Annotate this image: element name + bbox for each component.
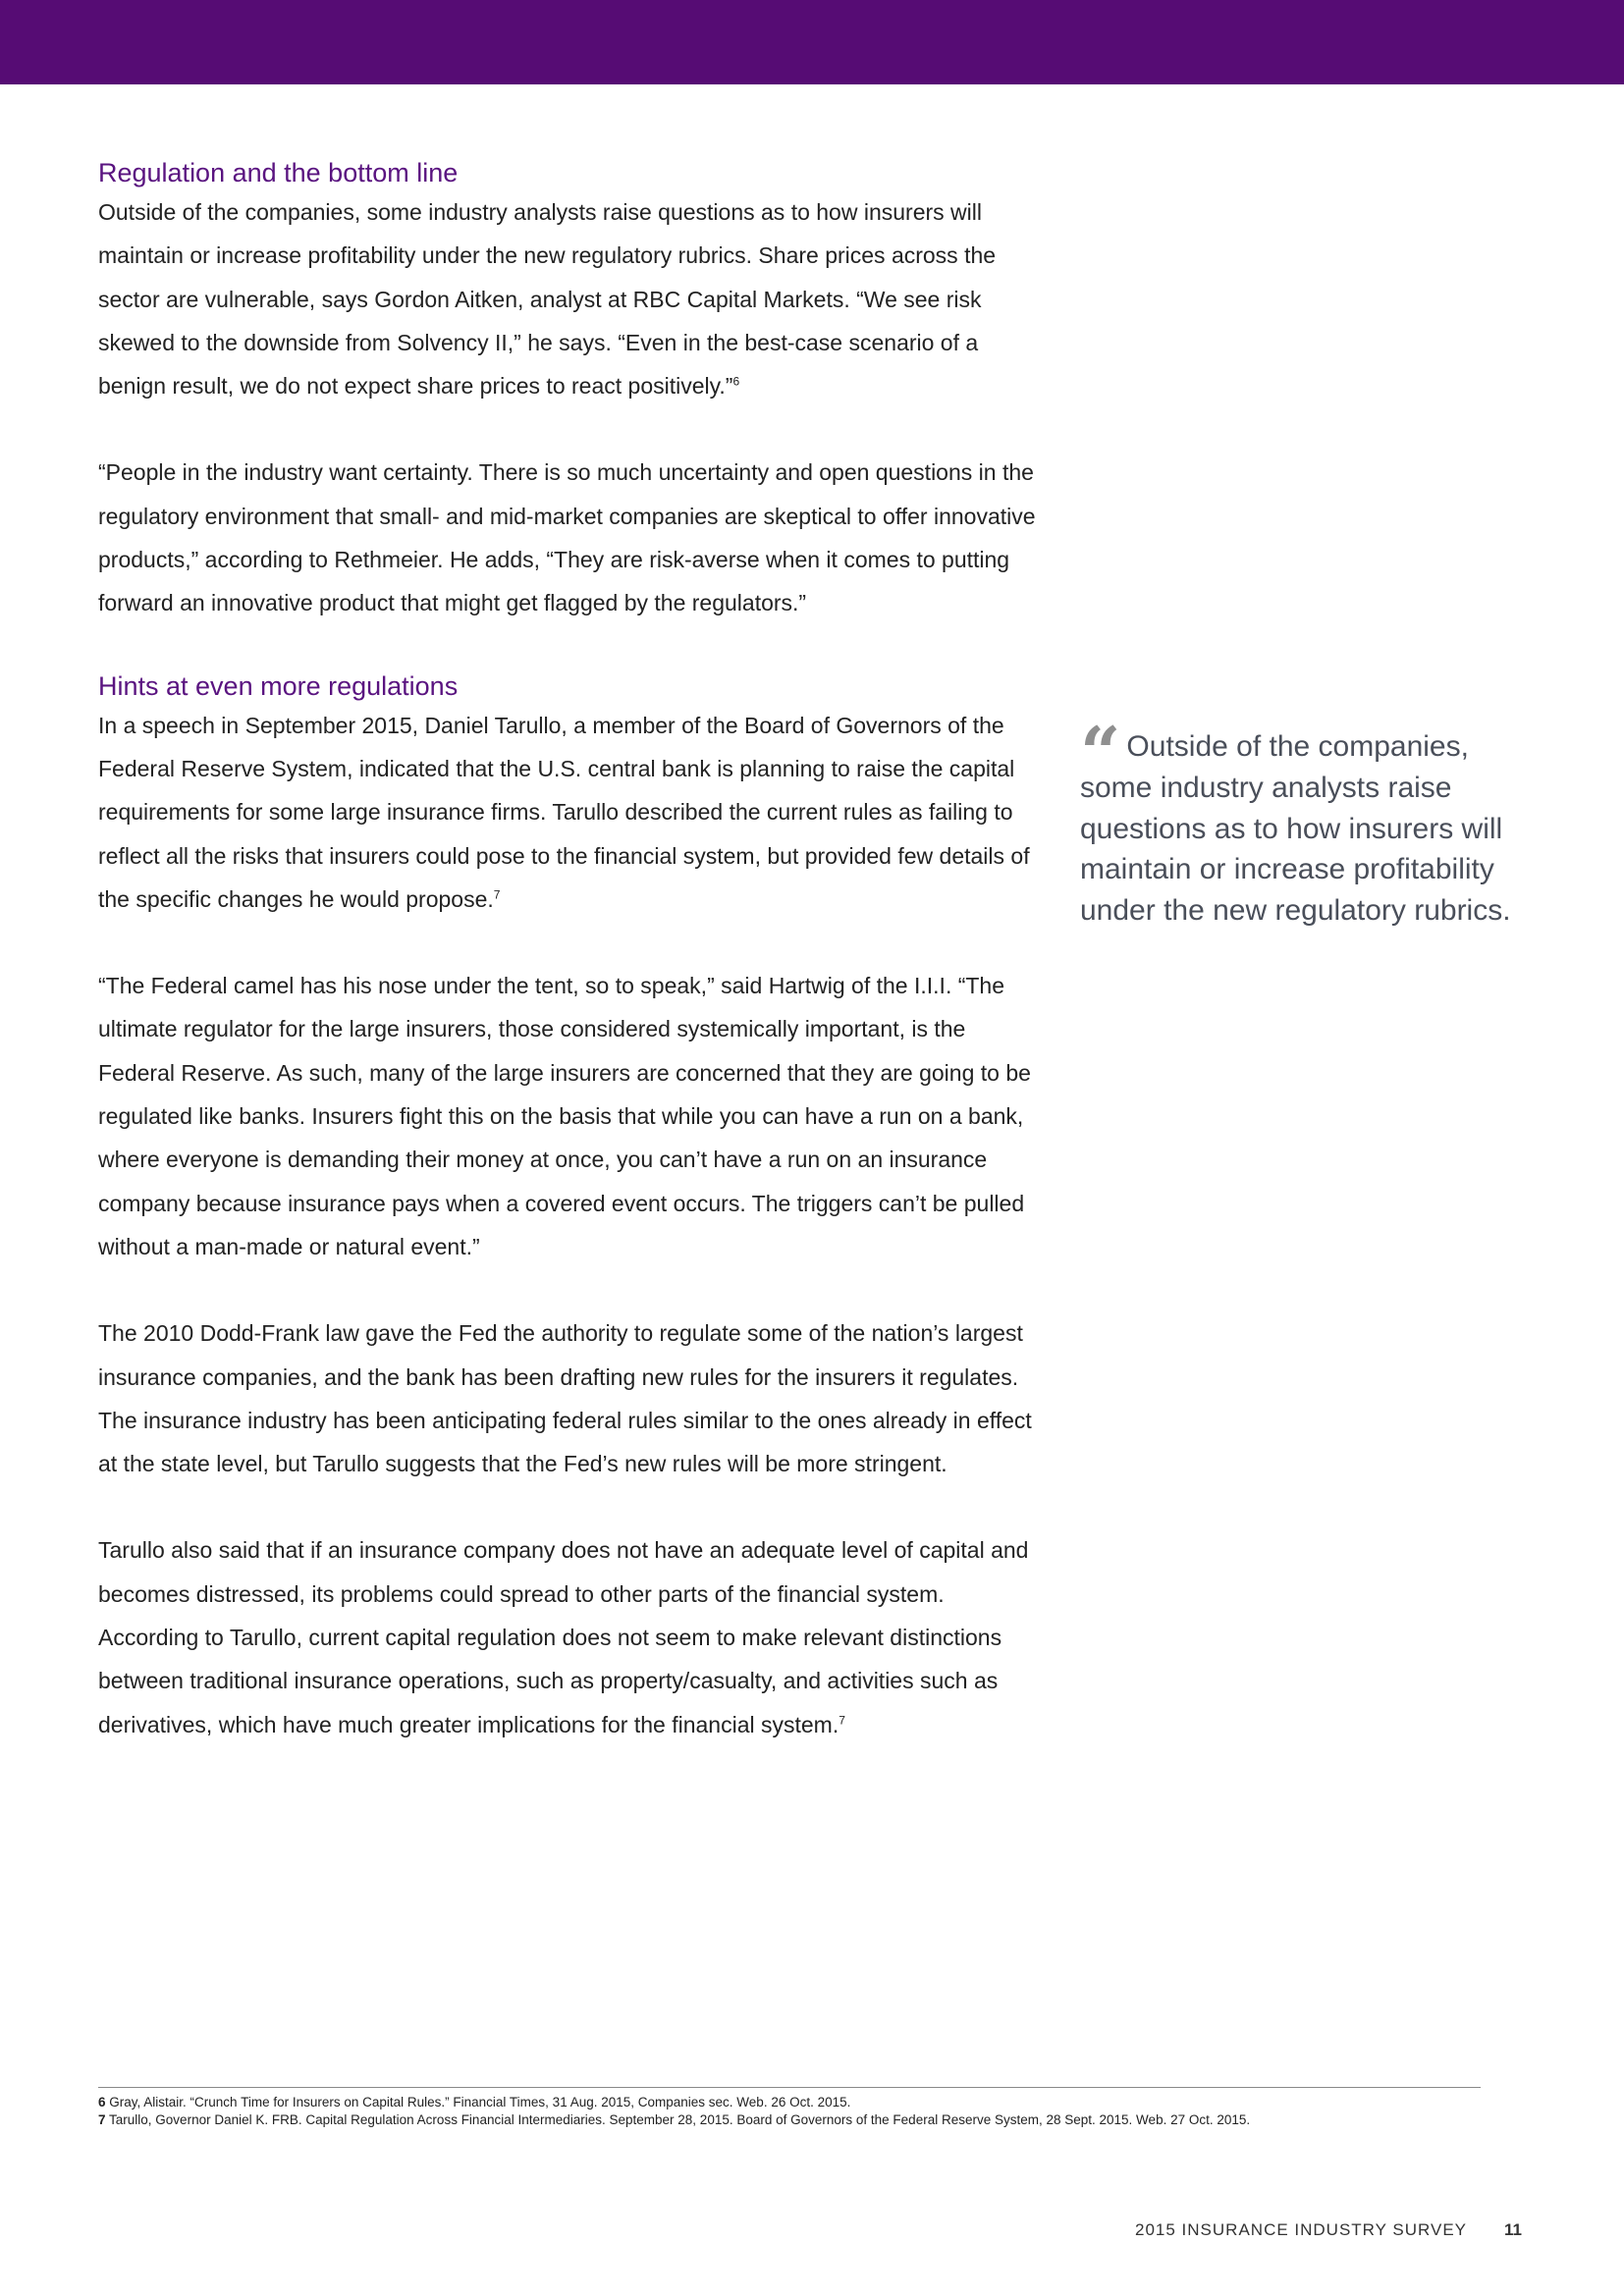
paragraph <box>98 190 1041 407</box>
paragraph <box>98 1311 1041 1485</box>
paragraph <box>98 704 1041 921</box>
footnote-6 <box>98 2094 1502 2111</box>
paragraph-text: In a speech in September 2015, Daniel Tarullo, a member of the Board of Governors of the Federal Reserve System, indicated that the U.S. central bank is planning to raise the capital requirements for some large insurance firms. Tarullo described the current rules as failing to reflect all the risks that insurers could pose to the financial system, but provided few details of the specific changes he would propose. <box>98 712 1030 912</box>
section-heading-bottom-line: Regulation and the bottom line <box>98 158 459 187</box>
paragraph <box>98 451 1041 624</box>
paragraph <box>98 964 1041 1268</box>
footnote-divider <box>98 2087 1481 2088</box>
footnote-7 <box>98 2111 1502 2129</box>
quote-mark-icon: “ <box>1080 711 1121 794</box>
pull-quote-text: Outside of the companies, some industry analysts raise questions as to how insurers will maintain or increase profitability under the new regulatory rubrics. <box>1080 730 1511 927</box>
paragraph-text: Outside of the companies, some industry analysts raise questions as to how insurers will maintain or increase profitability under the new regulatory rubrics. Share prices across the sector are vulnerable, says Gordon Aitken, analyst at RBC Capital Markets. “We see risk skewed to the downside from Solvency II,” he says. “Even in the best-case scenario of a benign result, we do not expect share prices to react positively.” <box>98 199 997 400</box>
page-footer <box>1031 2220 1522 2240</box>
page-number: 11 <box>1504 2220 1522 2239</box>
footnote-ref[interactable]: 6 <box>732 374 740 389</box>
pull-quote <box>1080 711 1532 931</box>
footnote-text: Tarullo, Governor Daniel K. FRB. Capital Regulation Across Financial Intermediaries. September 28, 2015. Board of Governors of the Federal Reserve System, 28 Sept. 2015. Web. 27 Oct. 2015. <box>109 2112 1251 2127</box>
paragraph-text: “The Federal camel has his nose under the tent, so to speak,” said Hartwig of the I.I.I. “The ultimate regulator for the large insurers, those considered systemically important, is the Federal Reserve. As such, many of the large insurers are concerned that they are going to be regulated like banks. Insurers fight this on the basis that while you can have a run on a bank, where everyone is demanding their money at once, you can’t have a run on an insurance company because insurance pays when a covered event occurs. The triggers can’t be pulled without a man-made or natural event.” <box>98 973 1031 1259</box>
main-column <box>98 155 1041 1789</box>
footnote-number: 7 <box>98 2112 106 2127</box>
footnote-ref[interactable]: 7 <box>839 1712 845 1727</box>
section-heading-more-regulations: Hints at even more regulations <box>98 670 459 701</box>
paragraph <box>98 1528 1041 1745</box>
publication-title: 2015 INSURANCE INDUSTRY SURVEY <box>1135 2220 1468 2239</box>
footnote-text: Gray, Alistair. “Crunch Time for Insurers on Capital Rules.” Financial Times, 31 Aug. 2015, Companies sec. Web. 26 Oct. 2015. <box>109 2095 851 2109</box>
paragraph-text: Tarullo also said that if an insurance company does not have an adequate level of capital and becomes distressed, its problems could spread to other parts of the financial system. According to Tarullo, current capital regulation does not seem to make relevant distinctions between traditional insurance operations, such as property/casualty, and activities such as derivatives, which have much greater implications for the financial system. <box>98 1537 1029 1737</box>
paragraph-text: The 2010 Dodd-Frank law gave the Fed the authority to regulate some of the nation’s largest insurance companies, and the bank has been drafting new rules for the insurers it regulates. The insurance industry has been anticipating federal rules similar to the ones already in effect at the state level, but Tarullo suggests that the Fed’s new rules will be more stringent. <box>98 1320 1032 1477</box>
footnote-number: 6 <box>98 2095 106 2109</box>
header-bar <box>0 0 1624 84</box>
footnotes <box>98 2094 1502 2129</box>
footnote-ref[interactable]: 7 <box>493 887 501 902</box>
paragraph-text: “People in the industry want certainty. There is so much uncertainty and open questions in the regulatory environment that small- and mid-market companies are skeptical to offer innovative products,” according to Rethmeier. He adds, “They are risk-averse when it comes to putting forward an innovative product that might get flagged by the regulators.” <box>98 459 1036 616</box>
